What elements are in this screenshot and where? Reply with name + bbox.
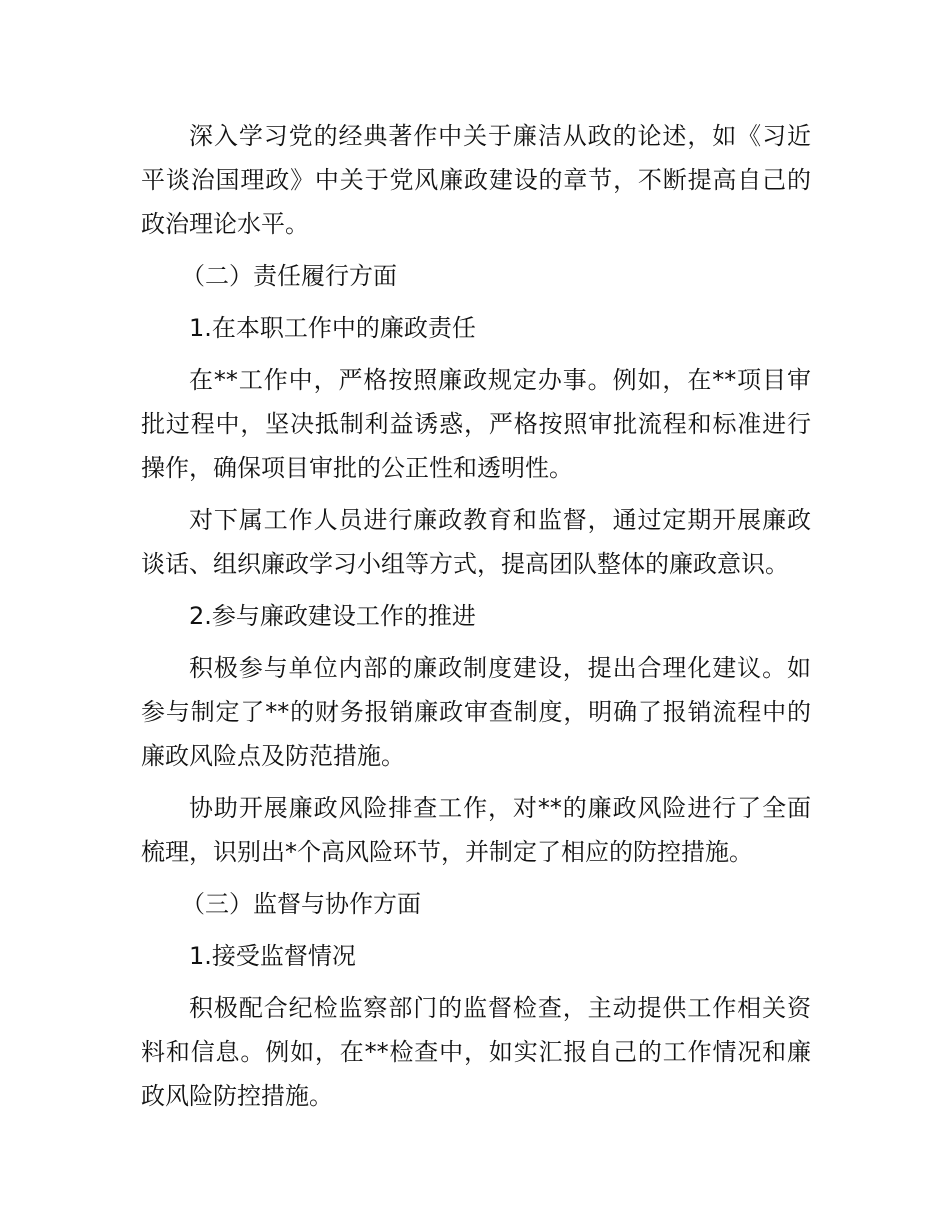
section-heading: （二）责任履行方面 [181,262,397,290]
subsection-heading: 1.在本职工作中的廉政责任 [189,314,476,342]
paragraph-body: 在**工作中，严格按照廉政规定办事。例如，在**项目审批过程中，坚决抵制利益诱惑，严格按照审批流程和标准进行操作，确保项目审批的公正性和透明性。 [141,366,811,482]
paragraph-body: 深入学习党的经典著作中关于廉洁从政的论述，如《习近平谈治国理政》中关于党风廉政建设的章节，不断提高自己的政治理论水平。 [141,122,811,238]
subsection-heading: 2.参与廉政建设工作的推进 [189,602,476,630]
paragraph-body: 协助开展廉政风险排查工作，对**的廉政风险进行了全面梳理，识别出*个高风险环节，并制定了相应的防控措施。 [141,794,811,866]
document-body [141,114,811,1126]
paragraph-body: 积极参与单位内部的廉政制度建设，提出合理化建议。如参与制定了**的财务报销廉政审查制度，明确了报销流程中的廉政风险点及防范措施。 [141,654,811,770]
section-heading: （三）监督与协作方面 [181,890,421,918]
paragraph-body: 积极配合纪检监察部门的监督检查，主动提供工作相关资料和信息。例如，在**检查中，如实汇报自己的工作情况和廉政风险防控措施。 [141,994,811,1110]
subsection-heading: 1.接受监督情况 [189,942,356,970]
paragraph-body: 对下属工作人员进行廉政教育和监督，通过定期开展廉政谈话、组织廉政学习小组等方式，提高团队整体的廉政意识。 [141,506,811,578]
